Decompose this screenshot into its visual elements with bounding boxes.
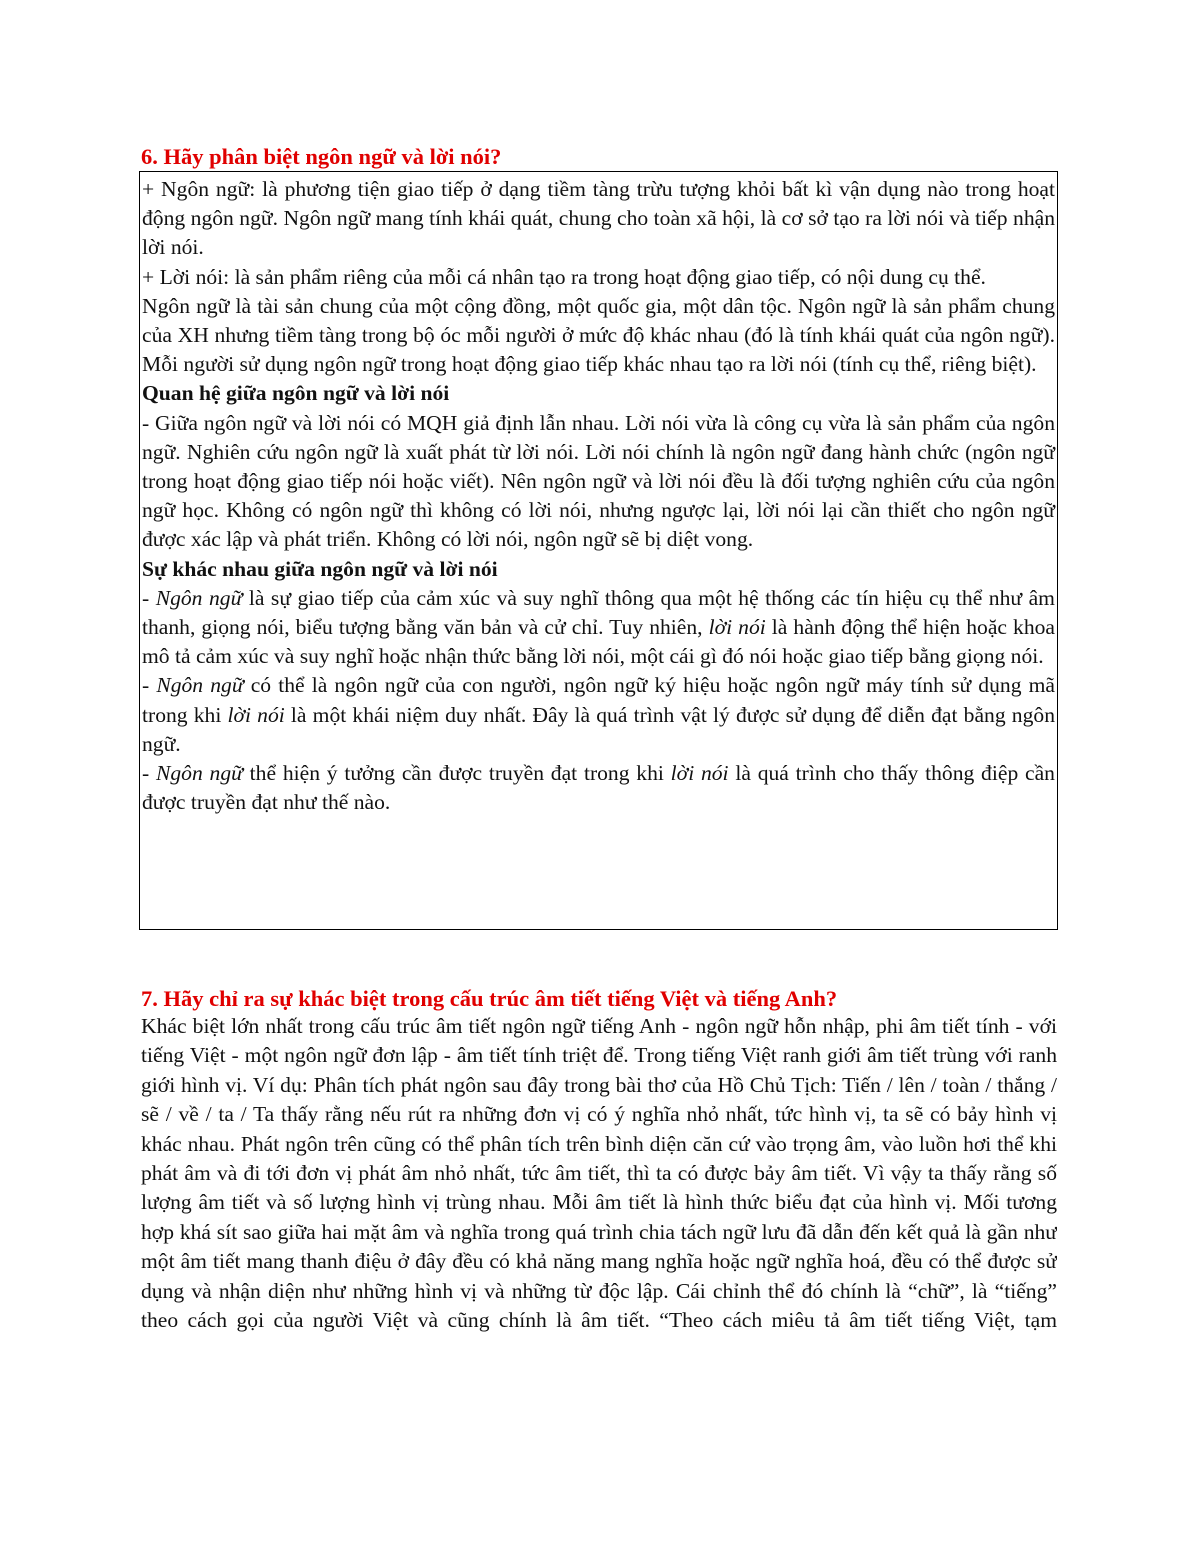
difference-item-1: [142, 584, 1055, 672]
term-language: Ngôn ngữ: [155, 585, 243, 610]
question-7-title: 7. Hãy chỉ ra sự khác biệt trong cấu trúc âm tiết tiếng Việt và tiếng Anh?: [141, 986, 838, 1011]
language-definition: + Ngôn ngữ: là phương tiện giao tiếp ở dạng tiềm tàng trừu tượng khỏi bất kì vận dụng nào trong hoạt động ngôn ngữ. Ngôn ngữ mang tính khái quát, chung cho toàn xã hội, là cơ sở tạo ra lời nói và tiếp nhận lời nói.: [142, 177, 1055, 260]
dash: -: [142, 585, 156, 610]
relation-paragraph: - Giữa ngôn ngữ và lời nói có MQH giả định lẫn nhau. Lời nói vừa là công cụ vừa là sản phẩm của ngôn ngữ. Nghiên cứu ngôn ngữ là xuất phát từ lời nói. Lời nói chính là ngôn ngữ đang hành chức (ngôn ngữ trong hoạt động giao tiếp nói hoặc viết). Nên ngôn ngữ và lời nói đều là đối tượng nghiên cứu của ngôn ngữ học. Không có ngôn ngữ thì không có lời nói, nhưng ngược lại, lời nói lại cần thiết cho ngôn ngữ được xác lập và phát triển. Không có lời nói, ngôn ngữ sẽ bị diệt vong.: [142, 410, 1055, 552]
difference-text: là một khái niệm duy nhất. Đây là quá trình vật lý được sử dụng để diễn đạt bằng ngôn ngữ.: [142, 702, 1055, 756]
difference-text: là hành động thể hiện hoặc khoa mô tả cảm xúc và suy nghĩ hoặc nhận thức bằng lời nói, một cái gì đó nói hoặc giao tiếp bằng giọng nói.: [142, 615, 1056, 669]
dash: -: [142, 761, 156, 786]
difference-item-2: [142, 671, 1055, 759]
speech-definition: + Lời nói: là sản phẩm riêng của mỗi cá nhân tạo ra trong hoạt động giao tiếp, có nội dung cụ thể.: [142, 264, 986, 289]
term-speech: lời nói: [227, 702, 285, 727]
difference-heading: Sự khác nhau giữa ngôn ngữ và lời nói: [142, 556, 498, 581]
question-6-answer-box: [139, 171, 1058, 930]
term-speech: lời nói: [708, 615, 766, 640]
difference-text: có thể là ngôn ngữ của con người, ngôn ngữ ký hiệu hoặc ngôn ngữ máy tính sử dụng mã trong khi: [142, 673, 1055, 727]
dash: -: [142, 673, 157, 698]
term-language: Ngôn ngữ: [156, 673, 244, 698]
question-7-answer: [141, 1012, 1057, 1394]
question-7-paragraph: Khác biệt lớn nhất trong cấu trúc âm tiết ngôn ngữ tiếng Anh - ngôn ngữ hỗn nhập, phi âm tiết tính - với tiếng Việt - một ngôn ngữ đơn lập - âm tiết tính triệt để. Trong tiếng Việt ranh giới âm tiết trùng với ranh giới hình vị. Ví dụ: Phân tích phát ngôn sau đây trong bài thơ của Hồ Chủ Tịch: Tiến / lên / toàn / thắng / sẽ / về / ta / Ta thấy rằng nếu rút ra những đơn vị có ý nghĩa nhỏ nhất, tức hình vị, ta sẽ có bảy hình vị khác nhau. Phát ngôn trên cũng có thể phân tích trên bình diện căn cứ vào trọng âm, vào luồn hơi thể khi phát âm và đi tới đơn vị phát âm nhỏ nhất, tức âm tiết, thì ta có được bảy âm tiết. Vì vậy ta thấy rằng số lượng âm tiết và số lượng hình vị trùng nhau. Mỗi âm tiết là hình thức biểu đạt của hình vị. Mối tương hợp khá sít sao giữa hai mặt âm và nghĩa trong quá trình chia tách ngữ lưu đã dẫn đến kết quả là gần như một âm tiết mang thanh điệu ở đây đều có khả năng mang nghĩa hoặc ngữ nghĩa hoá, đều có thể được sử dụng và nhận diện như những hình vị và những từ độc lập. Cái chỉnh thể đó chính là “chữ”, là “tiếng” theo cách gọi của người Việt và cũng chính là âm tiết. “Theo cách miêu tả âm tiết tiếng Việt, tạm: [141, 1014, 1057, 1333]
relation-heading: Quan hệ giữa ngôn ngữ và lời nói: [142, 381, 450, 406]
difference-text: là sự giao tiếp của cảm xúc và suy nghĩ thông qua một hệ thống các tín hiệu cụ thể như âm thanh, giọng nói, biểu tượng bằng văn bản và cử chỉ. Tuy nhiên,: [142, 585, 1055, 640]
difference-text: là quá trình cho thấy thông điệp cần được truyền đạt như thế nào.: [142, 761, 1055, 815]
question-6-title: 6. Hãy phân biệt ngôn ngữ và lời nói?: [141, 144, 502, 169]
term-speech: lời nói: [670, 761, 729, 786]
difference-item-3: [142, 759, 1055, 817]
language-paragraph: Ngôn ngữ là tài sản chung của một cộng đồng, một quốc gia, một dân tộc. Ngôn ngữ là sản phẩm chung của XH nhưng tiềm tàng trong bộ óc mỗi người ở mức độ khác nhau (đó là tính khái quát của ngôn ngữ). Mỗi người sử dụng ngôn ngữ trong hoạt động giao tiếp khác nhau tạo ra lời nói (tính cụ thể, riêng biệt).: [142, 293, 1055, 377]
difference-text: thể hiện ý tưởng cần được truyền đạt trong khi: [242, 761, 671, 786]
term-language: Ngôn ngữ: [155, 761, 243, 786]
